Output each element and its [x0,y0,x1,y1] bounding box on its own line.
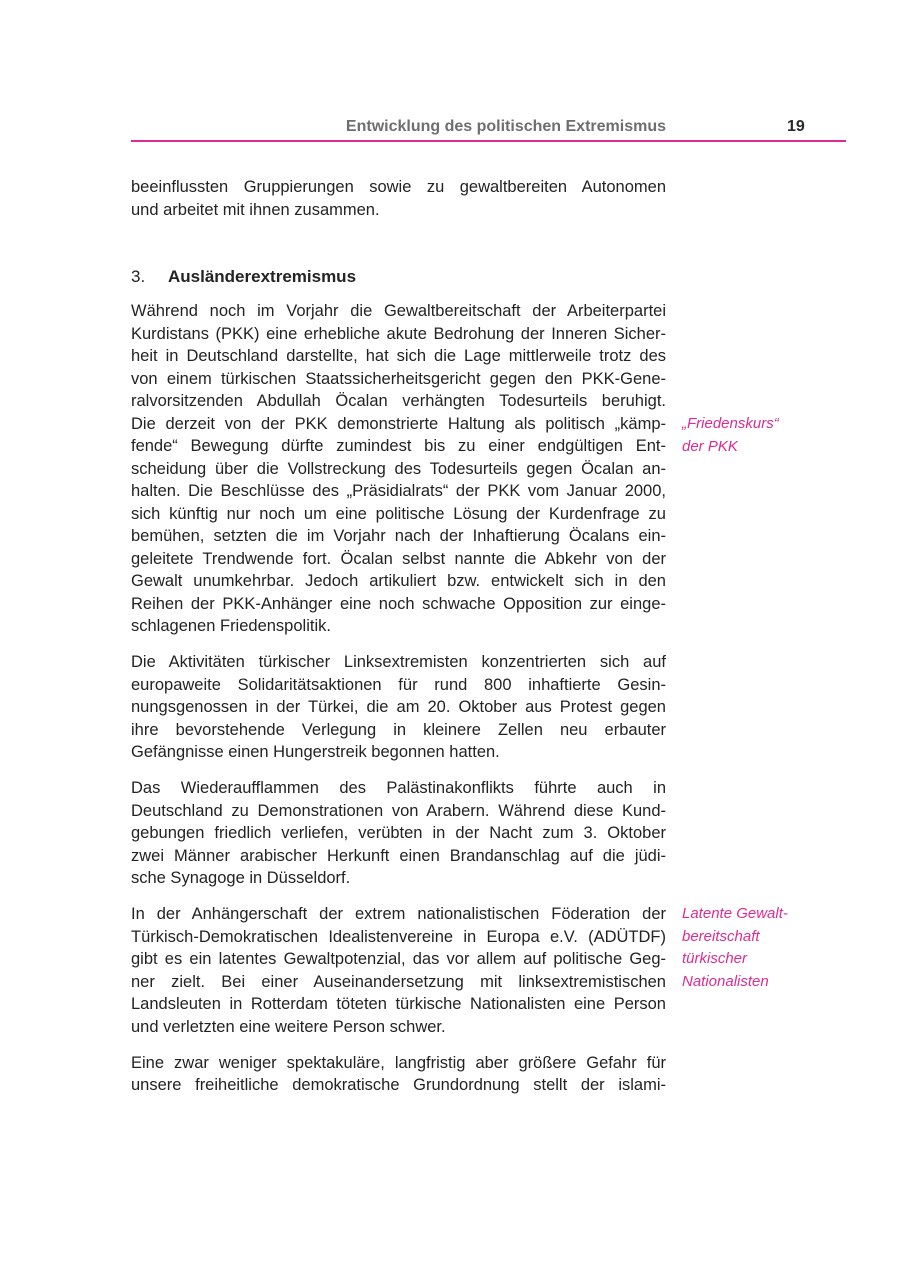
margin-note-line: Latente Gewalt- [682,905,788,922]
body-line: zwei Männer arabischer Herkunft einen Brandanschlag auf die jüdi- [131,846,666,865]
body-line: sich künftig nur noch um eine politische Lösung der Kurdenfrage zu [131,504,666,523]
running-header-title: Entwicklung des politischen Extremismus [345,118,666,135]
body-line: ner zielt. Bei einer Auseinandersetzung mit linksextremistischen [131,972,666,991]
body-line: Türkisch-Demokratischen Idealistenvereine in Europa e.V. (ADÜTDF) [131,927,666,946]
intro-paragraph [131,176,666,221]
header-rule [131,140,846,142]
paragraph [131,1052,666,1097]
body-line: Gewalt unumkehrbar. Jedoch artikuliert bzw. entwickelt sich in den [131,572,666,590]
body-line: halten. Die Beschlüsse des „Präsidialrats“ der PKK vom Januar 2000, [131,482,666,500]
margin-note-line: Nationalisten [682,972,769,990]
body-line: Reihen der PKK-Anhänger eine noch schwache Opposition zur einge- [131,594,666,613]
body-line: Das Wiederaufflammen des Palästinakonflikts führte auch in [131,779,666,797]
body-line: ihre bevorstehende Verlegung in kleinere Zellen neu erbauter [131,720,666,739]
body-line: Deutschland zu Demonstrationen von Arabern. Während diese Kund- [131,801,666,820]
body-line: Gefängnisse einen Hungerstreik begonnen hatten. [131,743,500,761]
margin-note-line: bereitschaft [682,927,760,945]
paragraph [131,777,666,890]
body-line: gibt es ein latentes Gewaltpotenzial, das vor allem auf politische Geg- [131,950,666,968]
paragraph [131,300,666,638]
body-line: schlagenen Friedenspolitik. [131,617,331,635]
body-line: und verletzten eine weitere Person schwer. [131,1017,446,1036]
body-line: geleitete Trendwende fort. Öcalan selbst nannte die Abkehr von der [131,549,666,568]
margin-note-friedenskurs [682,413,812,458]
section-title: Ausländerextremismus [168,267,357,286]
body-column [131,176,666,1110]
body-line: von einem türkischen Staatssicherheitsgericht gegen den PKK-Gene- [131,369,666,388]
body-line: bemühen, setzten die im Vorjahr nach der Inhaftierung Öcalans ein- [131,527,666,545]
body-line: und arbeitet mit ihnen zusammen. [131,200,380,219]
body-line: In der Anhängerschaft der extrem nationalistischen Föderation der [131,905,666,923]
body-line: sche Synagoge in Düsseldorf. [131,869,351,887]
body-line: Die Aktivitäten türkischer Linksextremisten konzentrierten sich auf [131,653,666,671]
body-line: unsere freiheitliche demokratische Grundordnung stellt der islami- [131,1076,666,1094]
page-number: 19 [787,118,805,135]
body-line: nungsgenossen in der Türkei, die am 20. Oktober aus Protest gegen [131,698,666,716]
body-line: ralvorsitzenden Abdullah Öcalan verhängten Todesurteils beruhigt. [131,392,666,410]
paragraph [131,651,666,764]
margin-note-line: türkischer [682,950,748,967]
margin-note-line: „Friedenskurs“ [682,415,779,432]
margin-note-gewaltbereitschaft [682,903,812,993]
body-line: beeinflussten Gruppierungen sowie zu gewaltbereiten Autonomen [131,178,666,196]
body-line: heit in Deutschland darstellte, hat sich die Lage mittlerweile trotz des [131,347,666,365]
body-line: europaweite Solidaritätsaktionen für rund 800 inhaftierte Gesin- [131,675,666,694]
body-line: Eine zwar weniger spektakuläre, langfristig aber größere Gefahr für [131,1053,666,1072]
body-line: fende“ Bewegung dürfte zumindest bis zu einer endgültigen Ent- [131,437,666,455]
margin-note-line: der PKK [682,437,738,455]
body-line: Landsleuten in Rotterdam töteten türkische Nationalisten eine Person [131,995,666,1013]
body-line: gebungen friedlich verliefen, verübten in der Nacht zum 3. Oktober [131,824,666,842]
section-number: 3. [131,267,146,286]
body-line: Während noch im Vorjahr die Gewaltbereitschaft der Arbeiterpartei [131,302,666,320]
section-heading [131,266,666,289]
body-line: Kurdistans (PKK) eine erhebliche akute Bedrohung der Inneren Sicher- [131,324,666,343]
body-line: Die derzeit von der PKK demonstrierte Haltung als politisch „kämp- [131,414,666,433]
paragraph [131,903,666,1038]
body-line: scheidung über die Vollstreckung des Todesurteils gegen Öcalan an- [131,459,666,478]
